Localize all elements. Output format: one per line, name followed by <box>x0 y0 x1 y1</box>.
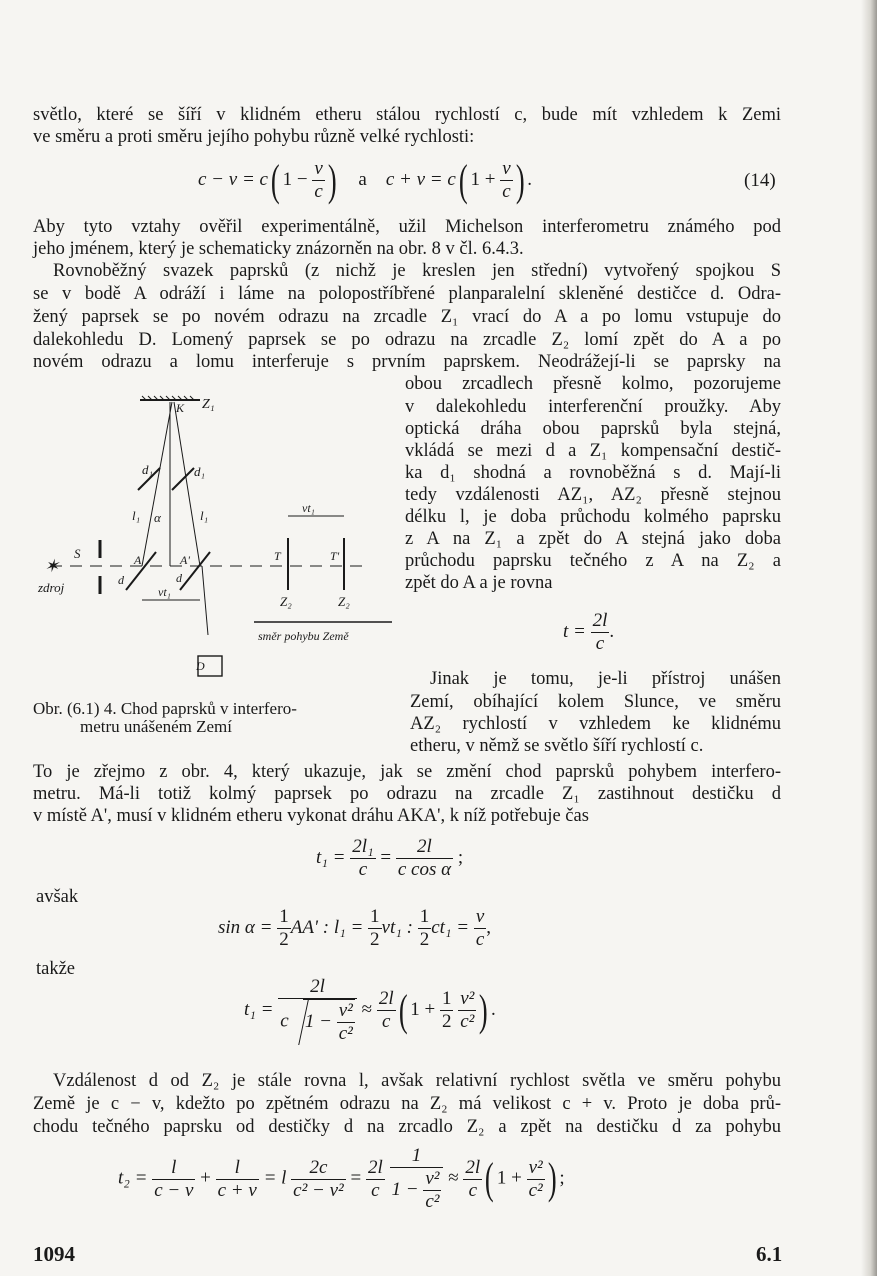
numerator: v² <box>425 1168 440 1189</box>
paragraph-line: se v bodě A odráží i láme na polopostříbřené planparalelní skleněné destičce d. Odra- <box>33 284 781 304</box>
fraction <box>368 906 382 951</box>
fraction <box>337 1000 355 1045</box>
eq-text: ; <box>457 846 464 868</box>
numerator: v² <box>460 988 475 1009</box>
eq-text: c − v = c <box>198 168 268 190</box>
equation-sin <box>218 906 491 951</box>
fraction <box>423 1168 441 1213</box>
paragraph-line: Země je c − v, kdežto po zpětném odrazu na Z₂ má velikost c + v. Proto je doba prů- <box>33 1094 781 1114</box>
fraction <box>152 1157 195 1202</box>
eq-text: = <box>350 1167 362 1189</box>
label-d: d <box>176 571 182 585</box>
label-z1: Z₁ <box>202 397 215 412</box>
eq-text: c <box>280 1010 289 1032</box>
figure-caption-line: metru unášeném Zemí <box>80 717 233 736</box>
numerator: v² <box>528 1156 543 1178</box>
equation-number: (14) <box>744 170 776 191</box>
numerator: v² <box>338 1000 353 1021</box>
label-d1: d₁ <box>142 462 154 477</box>
denominator: 2 <box>279 929 289 950</box>
numerator: 2l₁ <box>352 836 374 857</box>
label-a: A <box>134 553 142 567</box>
paragraph-line: vkládá se mezi d a Z₁ kompensační destič- <box>405 441 781 461</box>
fraction <box>591 610 610 655</box>
fraction <box>458 988 476 1033</box>
denominator: c + v <box>217 1179 257 1201</box>
paragraph-line: světlo, které se šíří v klidném etheru stálou rychlostí c, bude mít vzhledem k Zemi <box>33 105 781 125</box>
eq-text: 1 + <box>496 1167 522 1189</box>
label-t: T <box>274 549 281 563</box>
fraction <box>500 158 512 203</box>
label-k: K <box>176 401 185 415</box>
label-alpha: α <box>154 510 161 525</box>
denominator: 2 <box>419 929 430 950</box>
eq-text: . <box>491 998 496 1020</box>
fraction <box>474 906 486 951</box>
label-vt1: vt₁ <box>302 501 315 515</box>
fraction <box>216 1157 259 1202</box>
denominator: c <box>595 633 605 654</box>
paragraph-line: dalekohledu D. Lomený paprsek se po odrazu na zrcadle Z₂ lomí zpět do A a po <box>33 330 781 350</box>
paragraph-line: ve směru a proti směru jejího pohybu různě velké rychlosti: <box>33 127 475 147</box>
eq-text: 1 − <box>282 168 308 190</box>
numerator: 2l <box>378 988 394 1009</box>
plate-d1 <box>172 468 194 490</box>
paragraph-line: Rovnoběžný svazek paprsků (z nichž je kreslen jen střední) vytvořený spojkou S <box>53 261 781 281</box>
fraction <box>312 158 324 203</box>
eq-text: 1 + <box>410 998 436 1020</box>
eq-text: t₁ = <box>316 846 346 868</box>
denominator: 2 <box>441 1011 452 1032</box>
sqrt <box>303 999 355 1045</box>
equation-t1-approx: t₁ = 2l c 1 − $\frac{\text{v²}}{\text{c²}}$ ≈ $\frac{2l}{c}$ ( 1 + $\frac{1}{2}$ $\frac{\text{v²}}{\text{c²}}$ ) . <box>244 976 496 1044</box>
eq-text: ≈ <box>448 1167 459 1189</box>
paragraph-line: ka d₁ shodná a rovnoběžná s d. Mají-li <box>405 463 781 483</box>
figure-caption-line: Obr. (6.1) 4. Chod paprsků v interfero- <box>33 699 297 718</box>
denominator: c² <box>460 1011 475 1032</box>
eq-text: t₂ = <box>118 1167 148 1189</box>
paragraph-line: avšak <box>36 887 79 907</box>
paragraph-line: v dalekohledu interferenční proužky. Aby <box>405 397 781 417</box>
eq-text: 1 − <box>391 1178 419 1200</box>
denominator: c <box>502 181 511 202</box>
paragraph-line: Jinak je tomu, je-li přístroj unášen <box>430 669 781 689</box>
eq-text: = l <box>263 1167 287 1189</box>
fraction <box>278 976 357 1045</box>
eq-text: t₁ = <box>244 998 274 1020</box>
denominator: c² <box>528 1179 543 1201</box>
denominator: c² − v² <box>293 1179 344 1201</box>
numerator: 1 <box>390 1145 444 1168</box>
interferometer-figure <box>30 380 400 680</box>
fraction <box>527 1157 545 1202</box>
paragraph-line: délku l, je doba průchodu kolmého paprsku <box>405 507 781 527</box>
fraction <box>350 836 375 881</box>
label-a-prime: A' <box>180 553 190 567</box>
equation-t2: t₂ = $\frac{l}{c - v}$ + $\frac{l}{c + v}$ = l $\frac{2c}{\text{c² − v²}}$ = $\frac{2l}{c}$ 1 1 − $\frac{\text{v²}}{\text{c²}}$ ≈ $\frac{2l}{c}$ ( 1 + $\frac{\text{v²}}{\text{c²}}$ ) ; <box>118 1145 565 1212</box>
numerator: 2l <box>592 610 608 631</box>
denominator <box>278 999 357 1045</box>
label-l1: l₁ <box>132 508 141 523</box>
paragraph-line: Aby tyto vztahy ověřil experimentálně, užil Michelson interferometru známého pod <box>33 217 781 237</box>
denominator: c <box>314 181 323 202</box>
numerator: 1 <box>441 988 452 1009</box>
label-d: d <box>118 573 124 587</box>
denominator <box>390 1168 444 1213</box>
equation-14: c − v = c( 1 − $\frac{v}{c}$ ) a c + v = c( 1 + $\frac{v}{c}$ ) . <box>198 155 533 205</box>
denominator: c <box>381 1011 391 1032</box>
denominator: c <box>475 929 485 950</box>
paragraph-line: jeho jménem, který je schematicky znázorněn na obr. 8 v čl. 6.4.3. <box>33 239 524 259</box>
numerator: v <box>314 158 323 179</box>
numerator: v <box>502 158 511 179</box>
paragraph-line: etheru, v němž se světlo šíří rychlostí c. <box>410 736 704 756</box>
numerator: 2l <box>396 836 453 859</box>
eq-text: 1 − <box>304 1010 332 1032</box>
denominator: 2 <box>370 929 380 950</box>
label-l1: l₁ <box>200 508 209 523</box>
label-z2: Z₂ <box>338 594 350 609</box>
paragraph-line: Zemí, obíhající kolem Slunce, ve směru <box>410 692 781 712</box>
numerator: 2l <box>465 1156 481 1178</box>
paragraph-line: chodu tečného paprsku od destičky d na zrcadlo Z₂ a zpět na destičku d za pohybu <box>33 1117 781 1137</box>
denominator: c² <box>338 1023 353 1044</box>
section-number: 6.1 <box>756 1242 783 1266</box>
eq-text: a <box>358 168 367 190</box>
paragraph-line: průchodu paprsku tečného z A na Z₂ a <box>405 551 781 571</box>
eq-text: = <box>380 846 392 868</box>
eq-text: AA' : l₁ = <box>290 916 364 938</box>
numerator: v <box>475 906 485 927</box>
source-star-icon: ✶ <box>44 556 60 576</box>
denominator: c <box>371 1179 380 1201</box>
paragraph-line: To je zřejmo z obr. 4, který ukazuje, jak se změní chod paprsků pohybem interfero- <box>33 762 781 782</box>
fraction <box>366 1157 385 1202</box>
paragraph-line: obou zrcadlech přesně kolmo, pozorujeme <box>405 374 781 394</box>
denominator: c <box>468 1179 478 1201</box>
eq-text: 1 + <box>470 168 496 190</box>
numerator: 2c <box>291 1157 346 1180</box>
eq-text: , <box>486 916 492 938</box>
eq-text: vt₁ : <box>381 916 413 938</box>
numerator: l <box>152 1157 195 1180</box>
eq-text: . <box>527 168 533 190</box>
label-zdroj: zdroj <box>38 580 65 595</box>
label-t-prime: T' <box>330 549 340 563</box>
eq-text: ct₁ = <box>431 916 470 938</box>
denominator: c² <box>425 1191 440 1212</box>
label-d-telescope: D <box>196 659 205 673</box>
paragraph-line: tedy vzdálenosti AZ₁, AZ₂ přesně stejnou <box>405 485 781 505</box>
paragraph-line: metru. Má-li totiž kolmý paprsek po odrazu na zrcadle Z₁ zastihnout destičku d <box>33 784 781 804</box>
fraction <box>463 1157 482 1202</box>
numerator: 2l <box>278 976 357 999</box>
eq-text: sin α = <box>218 916 273 938</box>
label-z2: Z₂ <box>280 594 292 609</box>
numerator: 1 <box>370 906 380 927</box>
ray-to-telescope <box>202 566 208 635</box>
numerator: 1 <box>279 906 289 927</box>
fraction <box>440 988 454 1033</box>
ray-up <box>142 402 172 566</box>
fraction <box>418 906 432 951</box>
fraction <box>291 1157 346 1202</box>
label-direction: směr pohybu Země <box>258 629 349 643</box>
paragraph-line: Vzdálenost d od Z₂ je stále rovna l, avšak relativní rychlost světla ve směru pohybu <box>53 1071 781 1091</box>
page-number: 1094 <box>33 1242 75 1266</box>
denominator: c <box>358 859 368 880</box>
eq-text: t = <box>563 620 586 642</box>
paragraph-line: AZ₂ rychlostí v vzhledem ke klidnému <box>410 714 781 734</box>
eq-text: ≈ <box>361 998 373 1020</box>
eq-text: ; <box>559 1167 565 1189</box>
equation-t <box>563 610 614 655</box>
denominator: c − v <box>154 1179 194 1201</box>
paragraph-line: optická dráha obou paprsků byla stejná, <box>405 419 781 439</box>
fraction <box>390 1145 444 1213</box>
equation-t1 <box>316 836 463 881</box>
paragraph-line: v místě A', musí v klidném etheru vykonat dráhu AKA', k níž potřebuje čas <box>33 806 589 826</box>
paragraph-line: zpět do A a je rovna <box>405 573 553 593</box>
label-d1: d₁ <box>194 464 206 479</box>
eq-text: c + v = c <box>385 168 456 190</box>
denominator: c cos α <box>397 859 452 880</box>
fraction <box>396 836 453 881</box>
numerator: l <box>216 1157 259 1180</box>
fraction <box>377 988 396 1033</box>
numerator: 1 <box>419 906 430 927</box>
label-s: S <box>74 546 81 561</box>
numerator: 2l <box>367 1156 383 1178</box>
paragraph-line: novém odrazu a lomu interferuje s prvním paprskem. Neodrážejí-li se paprsky na <box>33 352 781 372</box>
paragraph-line: takže <box>36 959 76 979</box>
paragraph-line: z A na Z₁ a zpět do A stejná jako doba <box>405 529 781 549</box>
paragraph-line: žený paprsek se po novém odrazu na zrcadle Z₁ vrací do A a po lomu vstupuje do <box>33 307 781 327</box>
label-vt1: vt₁ <box>158 585 171 599</box>
eq-text: . <box>609 620 615 642</box>
eq-text: + <box>200 1167 211 1189</box>
fraction <box>277 906 291 951</box>
